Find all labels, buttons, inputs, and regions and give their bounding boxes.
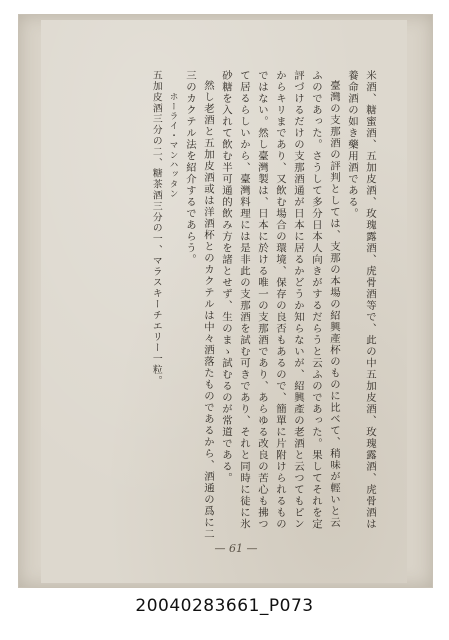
text-column: て居るらしいから、臺灣料理には是非此の支那酒を試む可きであり、それと同時に徒に氷 (238, 70, 250, 530)
text-column: 評づけるだけの支那酒通が日本に居るかどうか知らないが、紹興產の老酒と云つてもピン (292, 70, 304, 530)
text-column: 臺灣の支那酒の評判としては、支那の本場の紹興產杯のものに比べて、稍味が輕いと云 (328, 80, 340, 529)
text-column: 養命酒の如き藥用酒である。 (346, 70, 358, 220)
text-column: 砂糖を入れて飲む半可通的飲み方を諸とせず、生のまゝ試むるのが常道である。 (220, 70, 232, 484)
recipe-title: ホーライ・マンハッタン (168, 92, 178, 199)
document-page (41, 20, 407, 583)
vertical-text-block (95, 70, 376, 540)
scan-frame (18, 14, 433, 588)
page-number: — 61 — (214, 542, 258, 555)
text-column: からキリまであり、又飲む場合の環境、保存の良否もあるので、簡單に片附けられるもの (274, 70, 286, 530)
text-column: 米酒、糖蜜酒、五加皮酒、玫瑰露酒、虎骨酒等で、此の中五加皮酒、玫瑰露酒、虎骨酒は (364, 70, 376, 530)
text-column: ふのであった。さうして多分日本人向きがするだらうと云ふのであった。果してそれを定 (310, 70, 322, 530)
text-column: 然し老酒と五加皮酒或は洋酒杯とのカクテルは中々洒落たものであるから、酒通の爲に二 (202, 80, 214, 540)
text-column: ではない。然し臺灣製は、日本に於ける唯一の支那酒であり、あらゆる改良の苦心も拂つ (256, 70, 268, 530)
recipe-body: 五加皮酒三分の二、糖茶酒三分の一、マラスキーチエリー一粒。 (150, 70, 162, 387)
image-caption: 20040283661_P073 (135, 596, 314, 616)
text-column: 三のカクテル法を紹介するであらう。 (184, 70, 196, 266)
